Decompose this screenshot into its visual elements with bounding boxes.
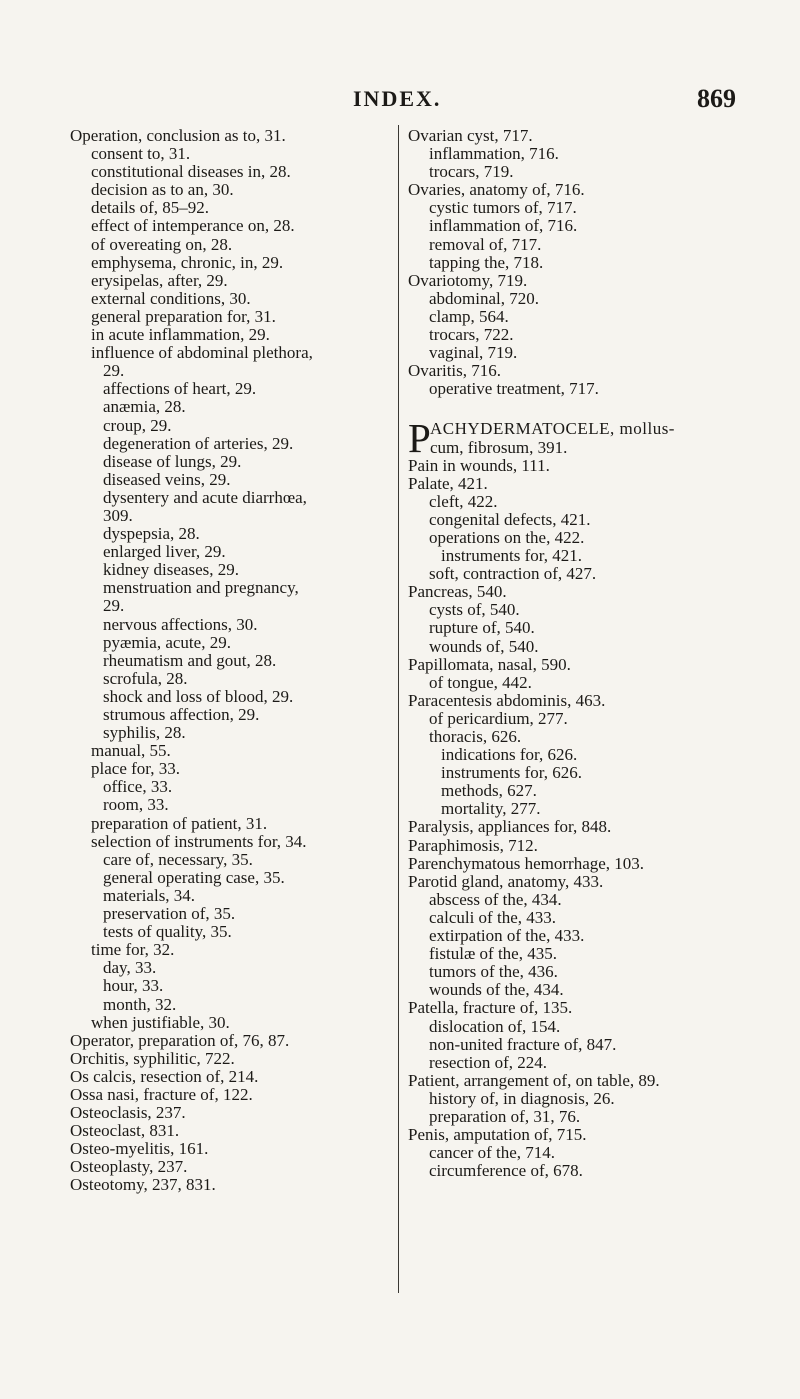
index-subentry: time for, 32. — [91, 940, 175, 960]
index-subentry: trocars, 722. — [429, 325, 514, 345]
index-entry-main: Palate, 421. — [408, 473, 488, 493]
index-subentry: instruments for, 421. — [441, 546, 582, 566]
index-entry-main: Ovaritis, 716. — [408, 361, 502, 381]
index-subentry: preparation of patient, 31. — [91, 813, 268, 833]
index-entry-main: Osteo-myelitis, 161. — [70, 1139, 209, 1159]
index-subentry: preservation of, 35. — [103, 904, 236, 924]
index-subentry: operative treatment, 717. — [429, 379, 599, 399]
index-subentry: influence of abdominal plethora, — [91, 343, 313, 363]
index-entry-main: Operation, conclusion as to, 31. — [70, 126, 286, 145]
index-subentry: trocars, 719. — [429, 162, 514, 182]
index-subentry: operations on the, 422. — [429, 527, 585, 547]
index-subentry: scrofula, 28. — [103, 668, 188, 688]
index-subentry: pyæmia, acute, 29. — [103, 632, 231, 652]
index-subentry: removal of, 717. — [429, 234, 542, 254]
index-entry-main: Penis, amputation of, 715. — [408, 1125, 587, 1145]
index-subentry: manual, 55. — [91, 741, 171, 761]
index-subentry: tapping the, 718. — [429, 252, 544, 272]
page-number: 869 — [697, 84, 736, 113]
index-subentry: dysentery and acute diarrhœa, — [103, 487, 307, 507]
page-title: INDEX. — [353, 86, 442, 111]
index-subentry: thoracis, 626. — [429, 727, 522, 746]
page-header — [0, 86, 800, 116]
index-subentry: 29. — [103, 361, 125, 381]
index-subentry: menstruation and pregnancy, — [103, 578, 299, 598]
index-subentry: cystic tumors of, 717. — [429, 198, 577, 218]
index-subentry: resection of, 224. — [429, 1052, 548, 1072]
index-subentry: 29. — [103, 596, 125, 616]
index-subentry: care of, necessary, 35. — [103, 849, 253, 869]
index-subentry: selection of instruments for, 34. — [91, 831, 307, 851]
index-subentry: abdominal, 720. — [429, 288, 540, 308]
index-subentry: enlarged liver, 29. — [103, 542, 226, 562]
index-subentry: general operating case, 35. — [103, 867, 285, 887]
index-entry-main: Ovaries, anatomy of, 716. — [408, 180, 585, 200]
index-entry-main: Osteotomy, 237, 831. — [70, 1175, 216, 1195]
index-subentry: fistulæ of the, 435. — [429, 944, 557, 964]
index-entry: ACHYDERMATOCELE, mollus- — [430, 419, 675, 439]
index-subentry: croup, 29. — [103, 415, 172, 435]
index-entry-main: Patient, arrangement of, on table, 89. — [408, 1070, 660, 1090]
index-subentry: constitutional diseases in, 28. — [91, 162, 291, 182]
index-subentry: wounds of the, 434. — [429, 980, 564, 1000]
index-entry-main: Paraphimosis, 712. — [408, 835, 538, 855]
index-subentry: congenital defects, 421. — [429, 509, 591, 529]
index-entry-main: Orchitis, syphilitic, 722. — [70, 1048, 235, 1068]
index-subentry: preparation of, 31, 76. — [429, 1106, 581, 1126]
index-subentry: extirpation of the, 433. — [429, 926, 585, 946]
index-subentry: diseased veins, 29. — [103, 469, 231, 489]
index-subentry: wounds of, 540. — [429, 636, 539, 656]
index-entry-main: Ovariotomy, 719. — [408, 270, 528, 290]
index-subentry: inflammation of, 716. — [429, 216, 578, 236]
index-subentry: day, 33. — [103, 958, 157, 978]
column-divider — [398, 125, 399, 1293]
index-entry-main: Paralysis, appliances for, 848. — [408, 817, 612, 837]
index-subentry: office, 33. — [103, 777, 173, 797]
index-subentry: instruments for, 626. — [441, 763, 582, 783]
index-group-ovarian — [408, 127, 738, 398]
index-subentry: tests of quality, 35. — [103, 922, 232, 942]
index-subentry: details of, 85–92. — [91, 198, 210, 218]
index-column-right — [408, 127, 738, 1180]
index-subentry: dyspepsia, 28. — [103, 524, 200, 544]
index-subentry: consent to, 31. — [91, 144, 191, 164]
section-gap — [408, 398, 738, 420]
index-subentry: hour, 33. — [103, 976, 164, 996]
index-subentry: external conditions, 30. — [91, 288, 251, 308]
section-p-heading — [408, 415, 738, 462]
index-entry-main: Papillomata, nasal, 590. — [408, 654, 571, 674]
index-subentry: of tongue, 442. — [429, 672, 532, 692]
index-entry-main: Parotid gland, anatomy, 433. — [408, 871, 604, 891]
index-subentry: effect of intemperance on, 28. — [91, 216, 295, 236]
index-subentry: vaginal, 719. — [429, 343, 518, 363]
index-subentry: place for, 33. — [91, 759, 181, 779]
index-subentry: calculi of the, 433. — [429, 907, 556, 927]
index-subentry: strumous affection, 29. — [103, 705, 260, 724]
index-subentry: in acute inflammation, 29. — [91, 325, 270, 345]
index-subentry: syphilis, 28. — [103, 723, 186, 743]
index-subentry: erysipelas, after, 29. — [91, 270, 228, 290]
index-entry-main: Osteoplasty, 237. — [70, 1157, 188, 1177]
index-subentry: methods, 627. — [441, 781, 537, 801]
drop-cap-letter: P — [408, 415, 431, 462]
index-subentry: materials, 34. — [103, 885, 196, 905]
index-subentry: decision as to an, 30. — [91, 180, 234, 200]
index-subentry: cancer of the, 714. — [429, 1143, 556, 1163]
index-subentry: shock and loss of blood, 29. — [103, 686, 294, 706]
index-entry-main: Operator, preparation of, 76, 87. — [70, 1030, 290, 1050]
index-subentry: soft, contraction of, 427. — [429, 564, 597, 584]
index-subentry: month, 32. — [103, 994, 177, 1014]
index-entry-main: Osteoclasis, 237. — [70, 1103, 186, 1123]
index-subentry: when justifiable, 30. — [91, 1012, 230, 1032]
index-subentry: cleft, 422. — [429, 491, 498, 511]
index-entry-main: Paracentesis abdominis, 463. — [408, 690, 606, 710]
index-entry-main: Patella, fracture of, 135. — [408, 998, 573, 1018]
index-subentry: room, 33. — [103, 795, 169, 815]
index-entry: cum, fibrosum, 391. — [430, 437, 568, 457]
index-entry-main: Osteoclast, 831. — [70, 1121, 180, 1141]
index-subentry: of pericardium, 277. — [429, 708, 568, 728]
index-subentry: indications for, 626. — [441, 745, 578, 765]
index-subentry: cysts of, 540. — [429, 600, 520, 620]
index-subentry: circumference of, 678. — [429, 1161, 583, 1181]
index-subentry: non-united fracture of, 847. — [429, 1034, 617, 1054]
index-subentry: affections of heart, 29. — [103, 379, 257, 399]
index-subentry: nervous affections, 30. — [103, 614, 258, 634]
index-subentry: general preparation for, 31. — [91, 306, 276, 326]
index-entry-main: Os calcis, resection of, 214. — [70, 1066, 259, 1086]
index-subentry: tumors of the, 436. — [429, 962, 558, 982]
index-subentry: abscess of the, 434. — [429, 889, 562, 909]
index-entry-main: Pancreas, 540. — [408, 582, 507, 602]
index-column-left — [70, 127, 395, 1195]
index-subentry: of overeating on, 28. — [91, 234, 233, 254]
index-subentry: disease of lungs, 29. — [103, 451, 242, 471]
index-subentry: clamp, 564. — [429, 306, 509, 326]
index-entry-main: Pain in wounds, 111. — [408, 455, 550, 475]
index-subentry: dislocation of, 154. — [429, 1016, 561, 1036]
index-subentry: inflammation, 716. — [429, 144, 559, 164]
index-entry-main: Parenchymatous hemorrhage, 103. — [408, 853, 645, 873]
index-subentry: history of, in diagnosis, 26. — [429, 1088, 615, 1108]
index-group-p — [408, 457, 738, 1181]
index-subentry: degeneration of arteries, 29. — [103, 433, 294, 453]
index-subentry: emphysema, chronic, in, 29. — [91, 252, 284, 272]
index-subentry: anæmia, 28. — [103, 397, 186, 417]
index-subentry: rupture of, 540. — [429, 618, 535, 638]
index-entry-main: Ossa nasi, fracture of, 122. — [70, 1084, 253, 1104]
index-entry-main: Ovarian cyst, 717. — [408, 126, 533, 145]
index-subentry: kidney diseases, 29. — [103, 560, 239, 580]
index-subentry: rheumatism and gout, 28. — [103, 650, 277, 670]
index-subentry: 309. — [103, 505, 133, 525]
index-subentry: mortality, 277. — [441, 799, 541, 819]
